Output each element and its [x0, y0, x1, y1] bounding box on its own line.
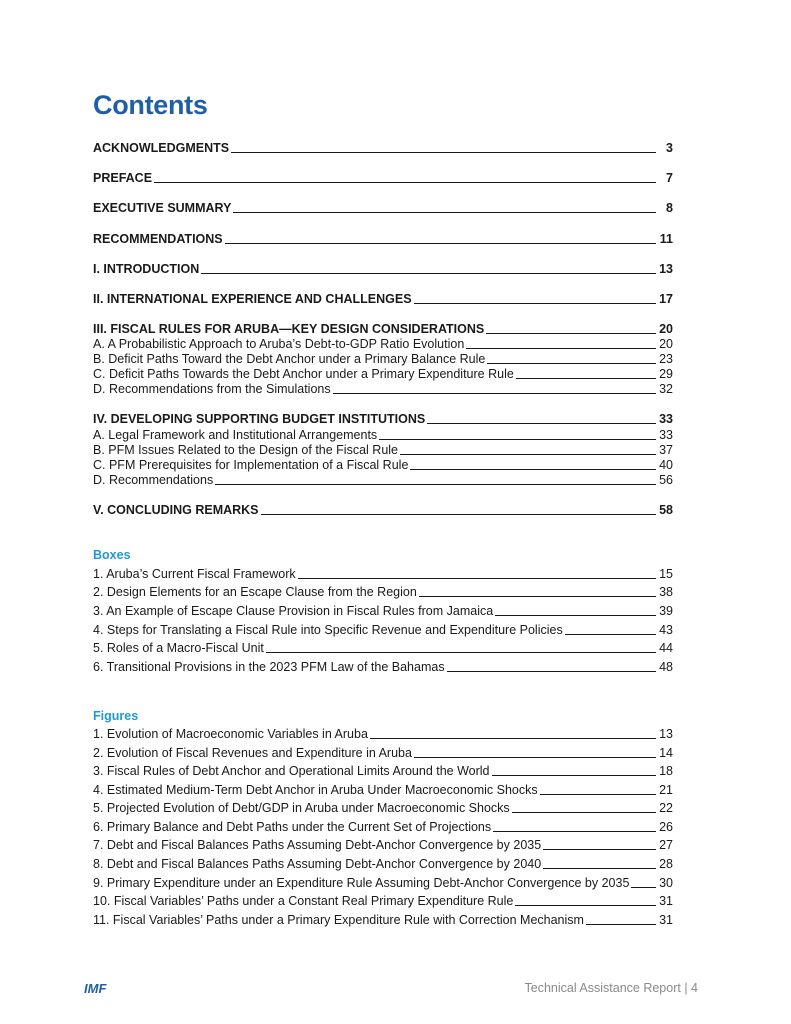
toc-entry-label: 1. Aruba’s Current Fiscal Framework	[93, 567, 296, 581]
toc-entry-label: EXECUTIVE SUMMARY	[93, 201, 232, 215]
figure-entry[interactable]	[93, 876, 673, 891]
toc-leader	[266, 652, 656, 653]
figure-entry[interactable]	[93, 727, 673, 742]
toc-entry-page: 30	[659, 876, 673, 890]
toc-entry-page: 21	[659, 783, 673, 797]
toc-subentry[interactable]	[93, 473, 673, 488]
toc-entry-label: 5. Projected Evolution of Debt/GDP in Aruba under Macroeconomic Shocks	[93, 801, 510, 815]
toc-entry-introduction[interactable]	[93, 262, 673, 277]
toc-entry-label: C. PFM Prerequisites for Implementation of a Fiscal Rule	[93, 458, 409, 472]
toc-leader	[154, 182, 656, 183]
toc-leader	[261, 514, 656, 515]
toc-entry-label: 2. Evolution of Fiscal Revenues and Expenditure in Aruba	[93, 746, 412, 760]
toc-leader	[486, 333, 656, 334]
toc-leader	[466, 348, 656, 349]
toc-entry-label: 6. Primary Balance and Debt Paths under the Current Set of Projections	[93, 820, 492, 834]
toc-entry-label: 4. Estimated Medium-Term Debt Anchor in Aruba Under Macroeconomic Shocks	[93, 783, 538, 797]
toc-entry-acknowledgments[interactable]	[93, 141, 673, 156]
toc-leader	[516, 378, 656, 379]
toc-entry-page: 15	[659, 567, 673, 581]
figure-entry[interactable]	[93, 913, 673, 928]
toc-entry-label: 6. Transitional Provisions in the 2023 PFM Law of the Bahamas	[93, 660, 445, 674]
toc-entry-label: III. FISCAL RULES FOR ARUBA—KEY DESIGN CONSIDERATIONS	[93, 322, 485, 336]
toc-entry-page: 56	[659, 473, 673, 487]
figure-entry[interactable]	[93, 764, 673, 779]
toc-leader	[565, 634, 656, 635]
toc-entry-page: 29	[659, 367, 673, 381]
box-entry[interactable]	[93, 641, 673, 656]
toc-entry-page: 23	[659, 352, 673, 366]
figures-heading: Figures	[93, 709, 139, 723]
toc-entry-label: 11. Fiscal Variables’ Paths under a Primary Expenditure Rule with Correction Mechanism	[93, 913, 584, 927]
toc-leader	[631, 887, 656, 888]
toc-entry-executive-summary[interactable]	[93, 201, 673, 216]
toc-entry-page: 20	[659, 337, 673, 351]
toc-entry-label: 2. Design Elements for an Escape Clause from the Region	[93, 585, 417, 599]
figure-entry[interactable]	[93, 801, 673, 816]
figure-entry[interactable]	[93, 857, 673, 872]
toc-leader	[379, 439, 656, 440]
toc-entry-label: 5. Roles of a Macro-Fiscal Unit	[93, 641, 264, 655]
toc-entry-page: 40	[659, 458, 673, 472]
boxes-heading: Boxes	[93, 548, 131, 562]
toc-entry-label: PREFACE	[93, 171, 153, 185]
toc-subentry[interactable]	[93, 337, 673, 352]
toc-entry-label: D. Recommendations from the Simulations	[93, 382, 331, 396]
toc-entry-page: 13	[659, 727, 673, 741]
imf-logo: IMF	[84, 981, 107, 996]
toc-entry-page: 38	[659, 585, 673, 599]
toc-entry-label: C. Deficit Paths Towards the Debt Anchor under a Primary Expenditure Rule	[93, 367, 514, 381]
footer-report-label: Technical Assistance Report | 4	[524, 981, 698, 995]
toc-entry-page: 33	[659, 412, 673, 426]
toc-entry-page: 28	[659, 857, 673, 871]
toc-leader	[201, 273, 656, 274]
toc-leader	[543, 868, 656, 869]
figure-entry[interactable]	[93, 783, 673, 798]
toc-entry-label: RECOMMENDATIONS	[93, 232, 223, 246]
toc-entry-recommendations[interactable]	[93, 232, 673, 247]
box-entry[interactable]	[93, 604, 673, 619]
toc-leader	[540, 794, 656, 795]
toc-entry-label: ACKNOWLEDGMENTS	[93, 141, 230, 155]
toc-leader	[414, 303, 656, 304]
toc-entry-page: 31	[659, 913, 673, 927]
toc-leader	[447, 671, 656, 672]
toc-entry-page: 32	[659, 382, 673, 396]
box-entry[interactable]	[93, 567, 673, 582]
toc-entry-label: 8. Debt and Fiscal Balances Paths Assuming Debt-Anchor Convergence by 2040	[93, 857, 542, 871]
toc-leader	[493, 831, 656, 832]
toc-leader	[543, 849, 656, 850]
toc-entry-label: 10. Fiscal Variables’ Paths under a Constant Real Primary Expenditure Rule	[93, 894, 514, 908]
toc-entry-concluding-remarks[interactable]	[93, 503, 673, 518]
toc-entry-page: 7	[666, 171, 673, 185]
toc-entry-label: 9. Primary Expenditure under an Expenditure Rule Assuming Debt-Anchor Convergence by 2035	[93, 876, 630, 890]
toc-entry-label: V. CONCLUDING REMARKS	[93, 503, 259, 517]
toc-leader	[233, 212, 656, 213]
figure-entry[interactable]	[93, 838, 673, 853]
box-entry[interactable]	[93, 660, 673, 675]
toc-entry-label: A. Legal Framework and Institutional Arrangements	[93, 428, 378, 442]
toc-entry-label: 3. Fiscal Rules of Debt Anchor and Operational Limits Around the World	[93, 764, 490, 778]
toc-leader	[400, 454, 656, 455]
box-entry[interactable]	[93, 623, 673, 638]
toc-entry-international-experience[interactable]	[93, 292, 673, 307]
toc-entry-page: 22	[659, 801, 673, 815]
toc-entry-label: IV. DEVELOPING SUPPORTING BUDGET INSTITUTIONS	[93, 412, 426, 426]
toc-entry-label: I. INTRODUCTION	[93, 262, 200, 276]
toc-leader	[487, 363, 656, 364]
toc-entry-page: 26	[659, 820, 673, 834]
toc-leader	[298, 578, 656, 579]
toc-entry-label: 3. An Example of Escape Clause Provision in Fiscal Rules from Jamaica	[93, 604, 494, 618]
toc-entry-page: 48	[659, 660, 673, 674]
toc-entry-label: B. Deficit Paths Toward the Debt Anchor under a Primary Balance Rule	[93, 352, 486, 366]
toc-entry-page: 18	[659, 764, 673, 778]
toc-entry-label: 1. Evolution of Macroeconomic Variables in Aruba	[93, 727, 368, 741]
toc-entry-label: B. PFM Issues Related to the Design of the Fiscal Rule	[93, 443, 398, 457]
toc-entry-page: 39	[659, 604, 673, 618]
toc-subentry[interactable]	[93, 458, 673, 473]
toc-entry-label: 4. Steps for Translating a Fiscal Rule into Specific Revenue and Expenditure Policies	[93, 623, 563, 637]
toc-entry-page: 17	[659, 292, 673, 306]
toc-entry-page: 20	[659, 322, 673, 336]
toc-entry-page: 3	[666, 141, 673, 155]
toc-leader	[427, 423, 656, 424]
toc-entry-page: 8	[666, 201, 673, 215]
toc-subentry[interactable]	[93, 428, 673, 443]
toc-entry-page: 37	[659, 443, 673, 457]
page-title: Contents	[93, 90, 208, 120]
toc-entry-label: A. A Probabilistic Approach to Aruba’s Debt-to-GDP Ratio Evolution	[93, 337, 465, 351]
toc-leader	[492, 775, 656, 776]
toc-entry-page: 14	[659, 746, 673, 760]
toc-subentry[interactable]	[93, 352, 673, 367]
toc-entry-page: 11	[659, 232, 673, 246]
toc-leader	[333, 393, 656, 394]
toc-entry-preface[interactable]	[93, 171, 673, 186]
toc-leader	[410, 469, 656, 470]
toc-entry-label: II. INTERNATIONAL EXPERIENCE AND CHALLENGES	[93, 292, 412, 306]
figure-entry[interactable]	[93, 746, 673, 761]
toc-entry-label: 7. Debt and Fiscal Balances Paths Assuming Debt-Anchor Convergence by 2035	[93, 838, 542, 852]
toc-leader	[225, 243, 656, 244]
toc-subentry[interactable]	[93, 382, 673, 397]
toc-subentry[interactable]	[93, 443, 673, 458]
toc-entry-page: 43	[659, 623, 673, 637]
toc-leader	[495, 615, 656, 616]
toc-entry-page: 27	[659, 838, 673, 852]
toc-entry-budget-institutions[interactable]	[93, 412, 673, 427]
toc-entry-page: 13	[659, 262, 673, 276]
toc-leader	[419, 596, 656, 597]
toc-leader	[370, 738, 656, 739]
toc-leader	[414, 757, 656, 758]
toc-entry-label: D. Recommendations	[93, 473, 214, 487]
toc-leader	[215, 484, 656, 485]
toc-leader	[231, 152, 656, 153]
toc-subentry[interactable]	[93, 367, 673, 382]
toc-entry-page: 58	[659, 503, 673, 517]
figure-entry[interactable]	[93, 820, 673, 835]
box-entry[interactable]	[93, 585, 673, 600]
toc-entry-page: 33	[659, 428, 673, 442]
toc-leader	[512, 812, 656, 813]
toc-entry-fiscal-rules[interactable]	[93, 322, 673, 337]
toc-entry-page: 44	[659, 641, 673, 655]
toc-leader	[515, 905, 656, 906]
toc-leader	[586, 924, 656, 925]
toc-entry-page: 31	[659, 894, 673, 908]
figure-entry[interactable]	[93, 894, 673, 909]
